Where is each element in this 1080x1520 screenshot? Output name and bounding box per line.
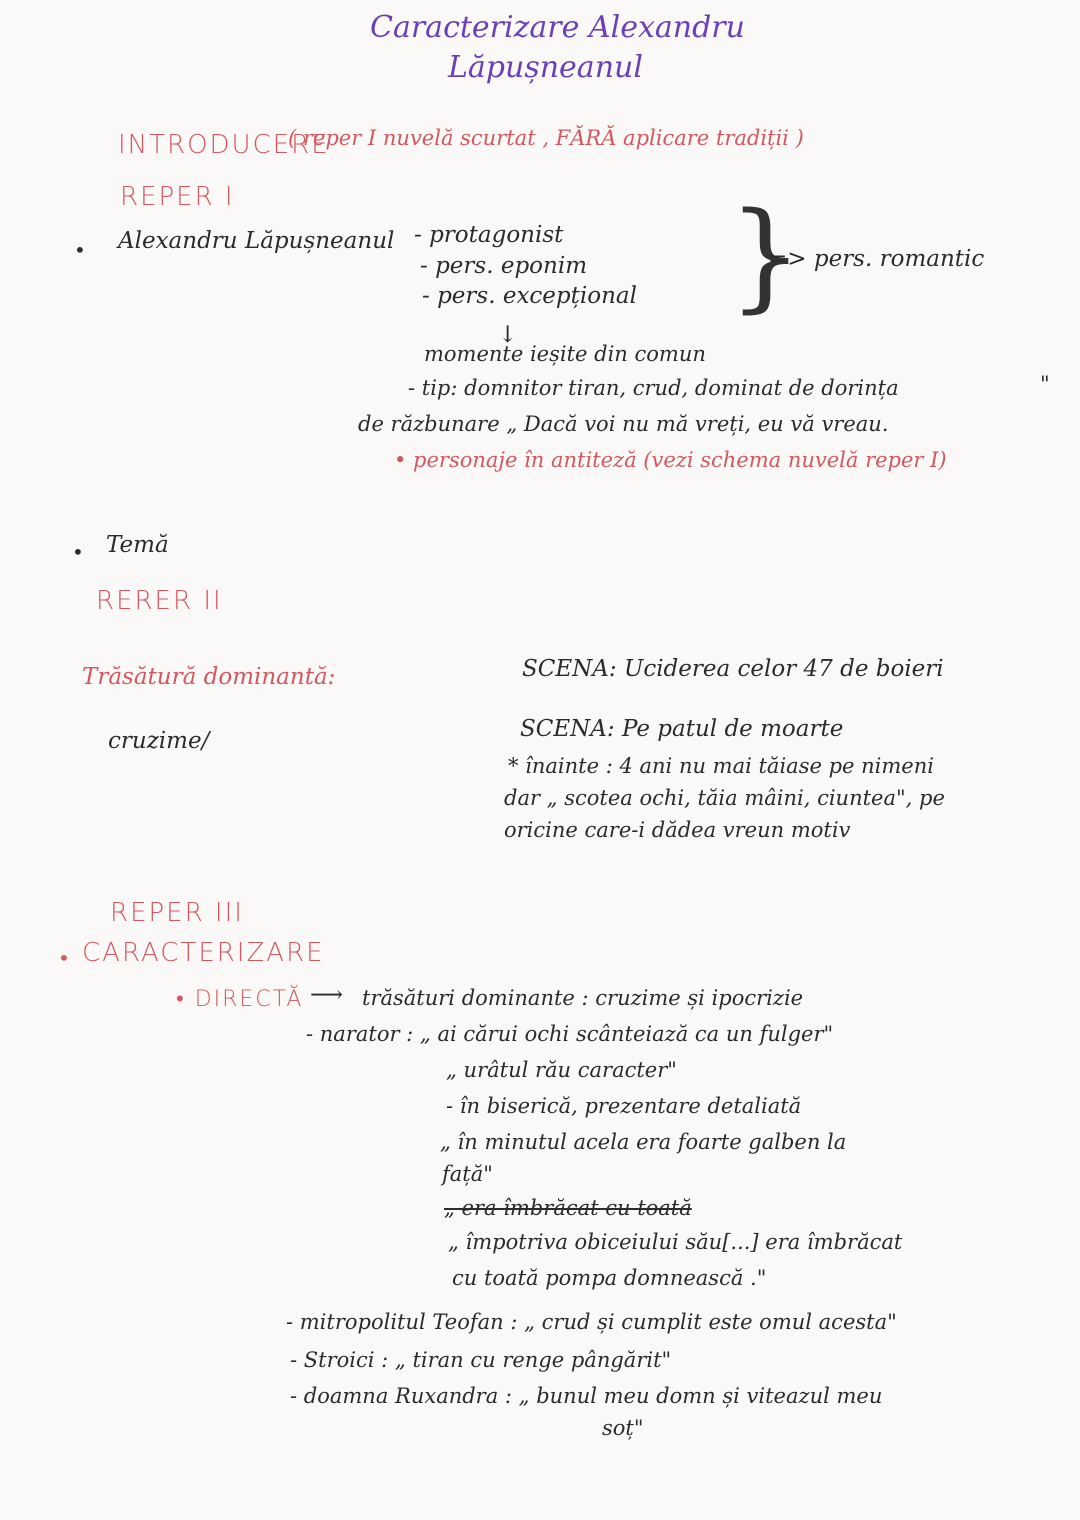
reper1-type-line1: - tip: domnitor tiran, crud, dominat de dorința: [408, 376, 899, 400]
reper3-church-line: - în biserică, prezentare detaliată: [446, 1094, 802, 1118]
down-arrow-icon: ↓: [498, 322, 518, 348]
reper1-bullet: •: [74, 238, 86, 262]
reper1-characters-note: • personaje în antiteză (vezi schema nuvelă reper I): [394, 448, 947, 472]
tema-bullet: •: [72, 540, 84, 564]
reper1-type-line2: de răzbunare „ Dacă voi nu mă vreți, eu vă vreau.: [358, 412, 889, 436]
reper3-ruxandra-line2: soț": [602, 1416, 644, 1440]
reper3-church-quote2: față": [442, 1162, 493, 1186]
reper3-direct-label: • DIRECTĂ: [176, 987, 304, 1012]
reper2-heading: RERER II: [96, 586, 223, 616]
page-title-line1: Caracterizare Alexandru: [370, 10, 745, 45]
reper1-trait: - pers. eponim: [420, 253, 587, 279]
reper1-heading: REPER I: [120, 182, 235, 212]
reper3-strikethrough: „ era îmbrăcat cu toată: [444, 1196, 692, 1220]
tema-label: Temă: [106, 532, 169, 558]
reper3-bullet: •: [58, 946, 70, 970]
reper2-scene2-line3: oricine care-i dădea vreun motiv: [504, 818, 851, 842]
right-arrow-icon: ⟶: [310, 982, 343, 1008]
reper1-trait: - protagonist: [414, 222, 564, 248]
page-title-line2: Lăpușneanul: [448, 50, 643, 85]
brace-symbol: }: [728, 186, 804, 324]
reper3-church-quote1: „ în minutul acela era foarte galben la: [440, 1130, 847, 1154]
reper1-conclusion: => pers. romantic: [768, 246, 985, 272]
reper2-scene1: SCENA: Uciderea celor 47 de boieri: [522, 656, 944, 682]
reper1-type-line1-end: ": [1040, 372, 1050, 396]
reper3-narator-line1: - narator : „ ai cărui ochi scânteiază ca un fulger": [306, 1022, 834, 1046]
reper3-quote3-line2: cu toată pompa domnească .": [452, 1266, 767, 1290]
reper3-direct-text: trăsături dominante : cruzime și ipocrizie: [362, 986, 804, 1010]
reper3-narator-line2: „ urâtul rău caracter": [446, 1058, 677, 1082]
reper2-scene2-line1: * înainte : 4 ani nu mai tăiase pe nimeni: [508, 754, 934, 778]
reper2-dominant-label: Trăsătură dominantă:: [82, 664, 336, 690]
reper3-stroici: - Stroici : „ tiran cu renge pângărit": [290, 1348, 672, 1372]
intro-heading: INTRODUCERE: [118, 130, 330, 160]
reper3-mitropolit: - mitropolitul Teofan : „ crud și cumplit este omul acesta": [286, 1310, 897, 1334]
reper2-scene2-line2: dar „ scotea ochi, tăia mâini, ciuntea", pe: [504, 786, 945, 810]
reper3-heading: REPER III: [110, 898, 244, 928]
reper1-subject: Alexandru Lăpușneanul: [118, 228, 395, 254]
intro-note: ( reper I nuvelă scurtat , FĂRĂ aplicare tradiții ): [288, 126, 804, 150]
reper2-dominant-value: cruzime/: [108, 728, 210, 754]
reper2-scene2: SCENA: Pe patul de moarte: [520, 716, 844, 742]
reper1-trait: - pers. excepțional: [422, 283, 637, 309]
reper1-moments: momente ieșite din comun: [424, 342, 706, 366]
reper3-ruxandra-line1: - doamna Ruxandra : „ bunul meu domn și viteazul meu: [290, 1384, 883, 1408]
reper3-caract: CARACTERIZARE: [82, 938, 325, 968]
reper3-quote3-line1: „ împotriva obiceiului său[...] era îmbrăcat: [448, 1230, 903, 1254]
